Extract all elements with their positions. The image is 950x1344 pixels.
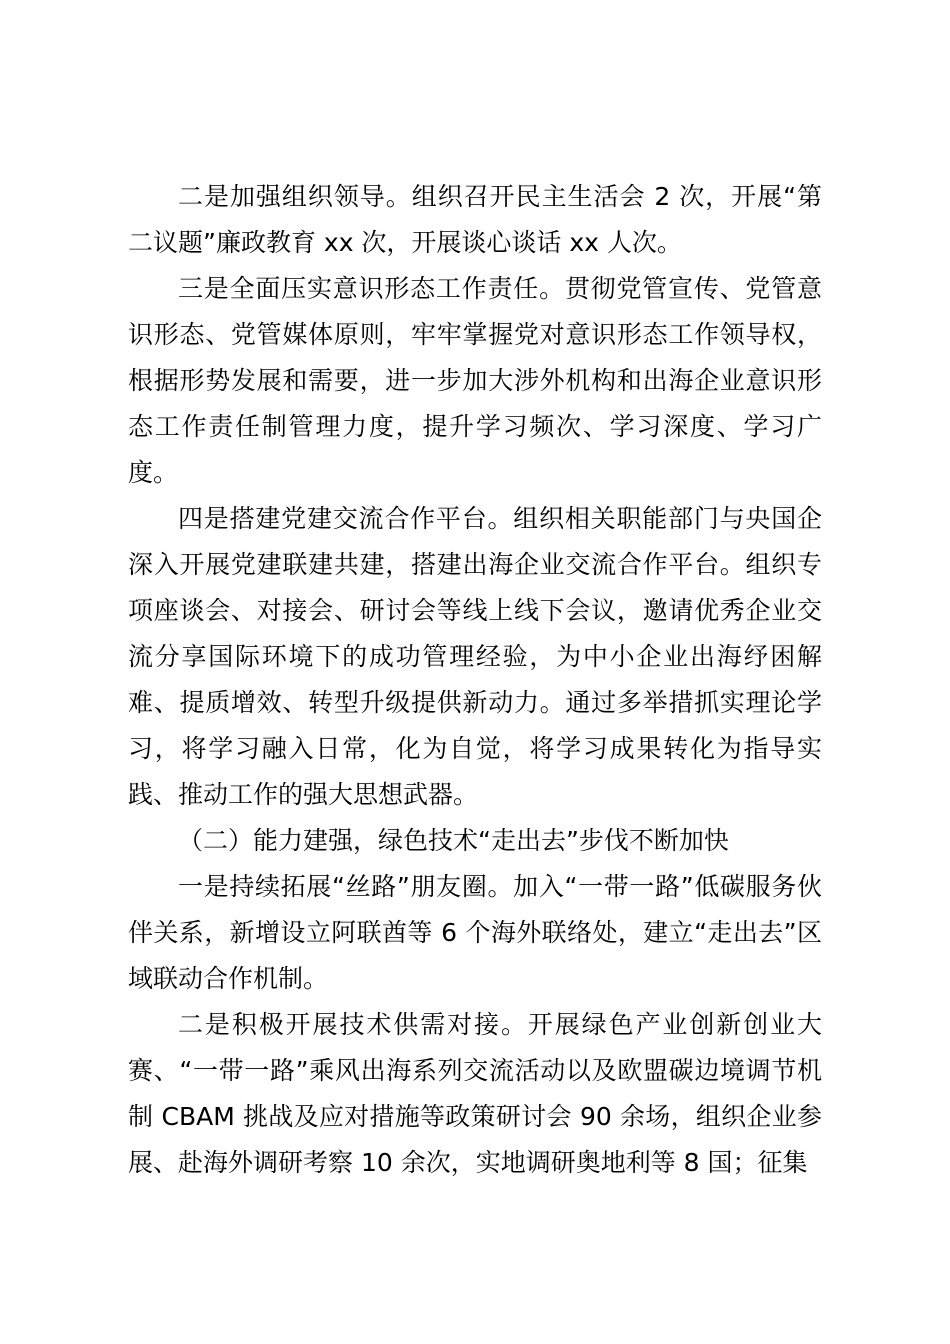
- section-heading-capacity-building: （二）能力建强，绿色技术“走出去”步伐不断加快: [178, 826, 729, 855]
- paragraph-organization-leadership: 二是加强组织领导。组织召开民主生活会 2 次，开展“第二议题”廉政教育 xx 次，开展谈心谈话 xx 人次。: [128, 182, 822, 257]
- document-body: [128, 174, 822, 1186]
- paragraph-ideology-responsibility: 三是全面压实意识形态工作责任。贯彻党管宣传、党管意识形态、党管媒体原则，牢牢掌握党对意识形态工作领导权，根据形势发展和需要，进一步加大涉外机构和出海企业意识形态工作责任制管理力度，提升学习频次、学习深度、学习广度。: [128, 274, 822, 487]
- paragraph-silk-road-network: 一是持续拓展“丝路”朋友圈。加入“一带一路”低碳服务伙伴关系，新增设立阿联酋等 6 个海外联络处，建立“走出去”区域联动合作机制。: [128, 872, 822, 993]
- paragraph-party-building-platform: 四是搭建党建交流合作平台。组织相关职能部门与央国企深入开展党建联建共建，搭建出海企业交流合作平台。组织专项座谈会、对接会、研讨会等线上线下会议，邀请优秀企业交流分享国际环境下的成功管理经验，为中小企业出海纾困解难、提质增效、转型升级提供新动力。通过多举措抓实理论学习，将学习融入日常，化为自觉，将学习成果转化为指导实践、推动工作的强大思想武器。: [128, 504, 822, 809]
- paragraph-technology-matching: 二是积极开展技术供需对接。开展绿色产业创新创业大赛、“一带一路”乘风出海系列交流活动以及欧盟碳边境调节机制 CBAM 挑战及应对措施等政策研讨会 90 余场，组织企业参展、赴海外调研考察 10 余次，实地调研奥地利等 8 国；征集: [128, 1010, 822, 1177]
